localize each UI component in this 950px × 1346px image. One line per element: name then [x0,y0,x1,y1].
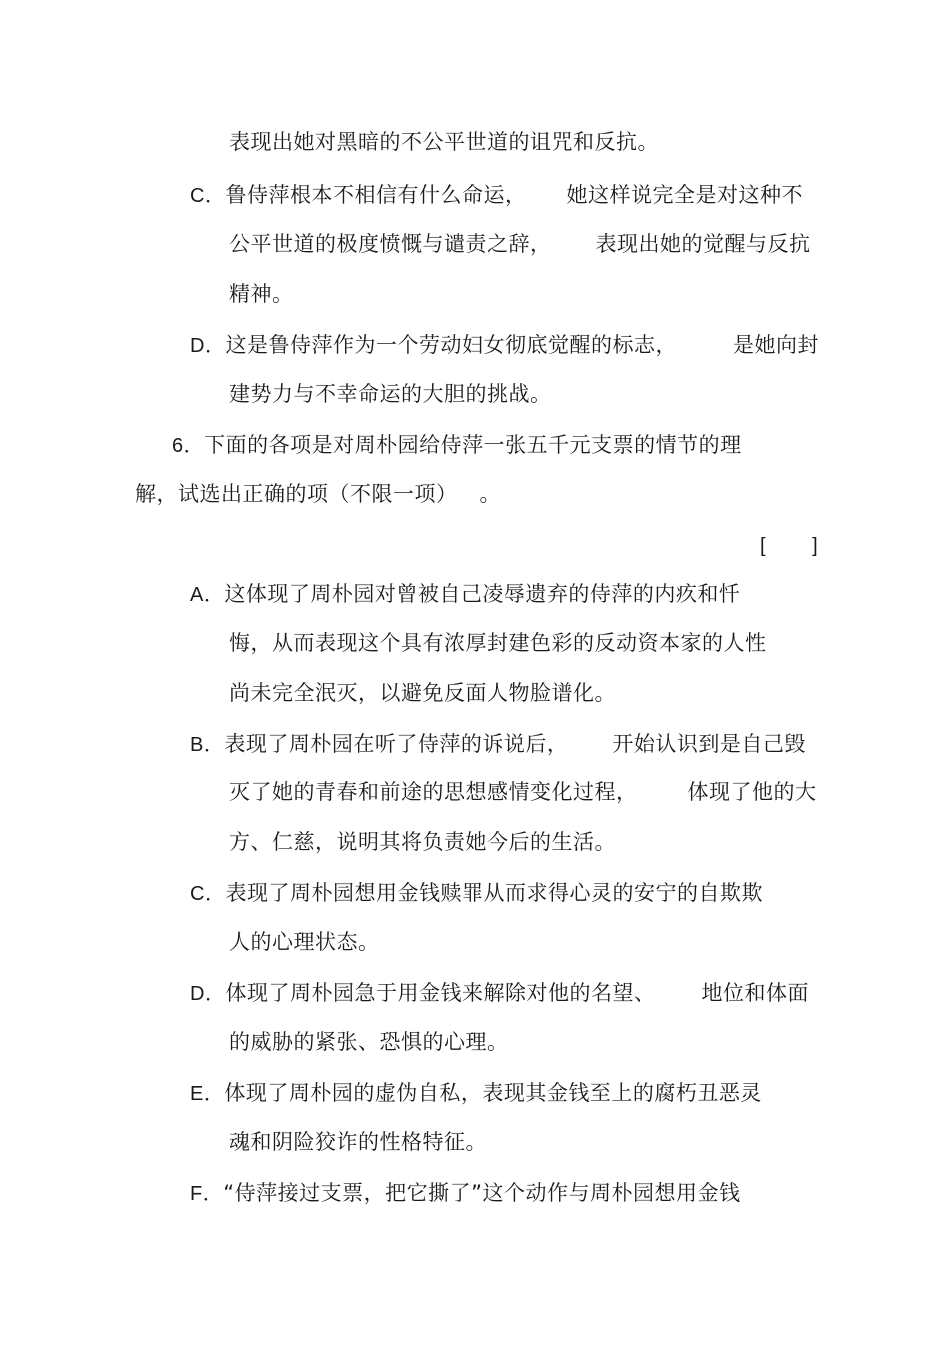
text-span: 表现出她的觉醒与反抗 [595,232,811,256]
option-label: F． [190,1183,224,1205]
text-span: 悔，从而表现这个具有浓厚封建色彩的反动资本家的人性 [229,631,767,655]
text-span: 的威胁的紧张、恐惧的心理。 [229,1030,509,1054]
option-d-line-1 [190,331,819,360]
text-span: 公平世道的极度愤慨与谴责之辞， [229,232,552,256]
q6-option-b-line-1 [190,730,806,759]
q6-option-d-line-2 [229,1028,509,1056]
text-span: 尚未完全泯灭，以避免反面人物脸谱化。 [229,681,616,705]
option-label: A． [190,584,225,606]
q6-option-c-line-1 [190,879,763,908]
text-span: 下面的各项是对周朴园给侍萍一张五千元支票的情节的理 [204,433,742,457]
text-span: 建势力与不幸命运的大胆的挑战。 [229,382,552,406]
text-span: 这体现了周朴园对曾被自己凌辱遗弃的侍萍的内疚和忏 [224,582,741,606]
option-c-line-3 [229,280,294,308]
text-span: 表现出她对黑暗的不公平世道的诅咒和反抗。 [229,130,659,154]
q6-option-e-line-1 [190,1079,762,1108]
text-span: 地位和体面 [701,981,809,1005]
text-span: 魂和阴险狡诈的性格特征。 [229,1130,487,1154]
option-label: B． [190,734,225,756]
text-span: 体现了周朴园急于用金钱来解除对他的名望、 [225,981,656,1005]
option-d-line-2 [229,380,552,408]
text-span: 是她向封 [732,333,819,357]
text-span: 开始认识到是自己毁 [612,732,806,756]
text-span: 解，试选出正确的项（不限一项） [135,482,458,506]
text-span: 鲁侍萍根本不相信有什么命运， [225,183,527,207]
bracket-open: [ [760,535,767,557]
text-span: 灭了她的青春和前途的思想感情变化过程， [229,780,638,804]
q6-option-a-line-2 [229,629,767,657]
text-span: 方、仁慈，说明其将负责她今后的生活。 [229,830,616,854]
q6-option-c-line-2 [229,928,380,956]
q6-option-f-line-1 [190,1179,740,1208]
text-span: 表现了周朴园在听了侍萍的诉说后， [224,732,569,756]
option-b-text-line-3 [229,128,659,156]
q6-option-d-line-1 [190,979,809,1008]
text-span: 精神。 [229,282,294,306]
q6-option-b-line-3 [229,828,616,856]
q6-option-e-line-2 [229,1128,487,1156]
question-6-line-1 [172,431,742,460]
text-span: 人的心理状态。 [229,930,380,954]
option-label: E． [190,1083,225,1105]
option-label: D． [190,335,226,357]
answer-bracket [760,531,818,560]
question-number: 6． [172,435,205,457]
text-span: 表现了周朴园想用金钱赎罪从而求得心灵的安宁的自欺欺 [225,881,763,905]
q6-option-a-line-1 [190,580,740,609]
text-span: “侍萍接过支票，把它撕了”这个动作与周朴园想用金钱 [223,1181,741,1205]
option-label: C． [190,185,226,207]
text-span: 她这样说完全是对这种不 [566,183,803,207]
q6-option-b-line-2 [229,778,817,806]
option-c-line-2 [229,230,811,258]
q6-option-a-line-3 [229,679,616,707]
option-label: C． [190,883,226,905]
question-6-line-2 [135,480,501,508]
option-c-line-1 [190,181,803,210]
option-label: D． [190,983,226,1005]
text-span: 这是鲁侍萍作为一个劳动妇女彻底觉醒的标志， [225,333,677,357]
text-span: 。 [479,482,501,506]
text-span: 体现了周朴园的虚伪自私，表现其金钱至上的腐朽丑恶灵 [224,1081,762,1105]
text-span: 体现了他的大 [687,780,817,804]
bracket-close: ] [812,535,819,557]
